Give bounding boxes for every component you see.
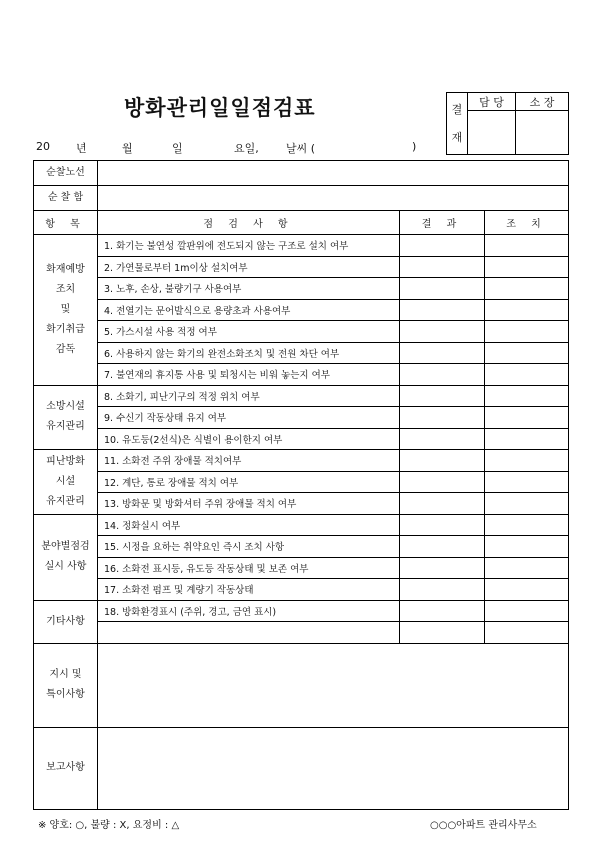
result-cell[interactable] <box>400 342 485 364</box>
report-label: 보고사항 <box>34 727 98 809</box>
check-item: 3. 노후, 손상, 불량기구 사용여부 <box>98 278 400 300</box>
action-cell[interactable] <box>485 256 569 278</box>
section-label-line: 화기취급 <box>46 323 85 335</box>
action-cell[interactable] <box>485 450 569 472</box>
check-item: 17. 소화전 펌프 및 계량기 작동상태 <box>98 579 400 601</box>
approval-label-bottom: 재 <box>451 130 463 144</box>
check-item: 12. 계단, 통로 장애물 적치 여부 <box>98 471 400 493</box>
action-cell[interactable] <box>485 321 569 343</box>
check-item: 9. 수신기 작동상태 유지 여부 <box>98 407 400 429</box>
check-item: 11. 소화전 주위 장애물 적치여부 <box>98 450 400 472</box>
page-title: 방화관리일일점검표 <box>124 96 316 120</box>
date-year: 년 <box>76 142 87 155</box>
result-cell[interactable] <box>400 278 485 300</box>
action-cell[interactable] <box>485 600 569 622</box>
section-label-line: 분야별점검 <box>41 541 90 552</box>
section-label-line: 기타사항 <box>46 615 85 627</box>
approval-label-top: 결 <box>451 102 463 116</box>
section-label-line: 특이사항 <box>46 689 85 700</box>
action-cell[interactable] <box>485 235 569 257</box>
check-item: 5. 가스시설 사용 적정 여부 <box>98 321 400 343</box>
date-weather-close: ) <box>412 140 417 153</box>
date-day: 일 <box>172 142 183 155</box>
result-cell[interactable] <box>400 428 485 450</box>
section-label-field-inspection <box>34 514 98 600</box>
action-cell[interactable] <box>485 471 569 493</box>
result-cell[interactable] <box>400 235 485 257</box>
check-item: 8. 소화기, 피난기구의 적정 위치 여부 <box>98 385 400 407</box>
check-item: 13. 방화문 및 방화셔터 주위 장애물 적치 여부 <box>98 493 400 515</box>
section-label-line: 화재예방 <box>46 263 85 275</box>
action-cell[interactable] <box>485 579 569 601</box>
result-cell[interactable] <box>400 536 485 558</box>
header-result: 결 과 <box>400 211 485 235</box>
section-label-line: 및 <box>60 303 71 315</box>
approval-sign-staff[interactable] <box>468 111 516 155</box>
section-label-line: 유지관리 <box>46 495 85 507</box>
header-check: 점 검 사 항 <box>98 211 400 235</box>
approval-sign-manager[interactable] <box>516 111 569 155</box>
legend: ※ 양호: ○, 불량 : X, 요정비 : △ <box>38 820 180 831</box>
action-cell[interactable] <box>485 514 569 536</box>
result-cell[interactable] <box>400 493 485 515</box>
date-year-prefix: 20 <box>36 140 50 153</box>
report-field[interactable] <box>98 727 569 809</box>
section-label-line: 지시 및 <box>49 669 82 680</box>
check-item: 2. 가연물로부터 1m이상 설치여부 <box>98 256 400 278</box>
instructions-field[interactable] <box>98 643 569 727</box>
check-item: 14. 정화실시 여부 <box>98 514 400 536</box>
inspection-table <box>33 160 569 810</box>
check-item: 15. 시정을 요하는 취약요인 즉시 조치 사항 <box>98 536 400 558</box>
action-cell[interactable] <box>485 385 569 407</box>
result-cell[interactable] <box>400 471 485 493</box>
check-item: 10. 유도등(2선식)은 식별이 용이한지 여부 <box>98 428 400 450</box>
action-cell[interactable] <box>485 364 569 386</box>
section-label-line: 조치 <box>55 283 76 295</box>
result-cell[interactable] <box>400 557 485 579</box>
header-item: 항 목 <box>34 211 98 235</box>
section-label-line: 실시 사항 <box>44 561 87 572</box>
result-cell[interactable] <box>400 450 485 472</box>
patroller-label: 순 찰 함 <box>34 186 98 211</box>
check-item: 16. 소화전 표시등, 유도등 작동상태 및 보존 여부 <box>98 557 400 579</box>
action-cell[interactable] <box>485 407 569 429</box>
check-item: 4. 전열기는 문어발식으로 용량초과 사용여부 <box>98 299 400 321</box>
action-cell[interactable] <box>485 428 569 450</box>
section-label-line: 피난방화 <box>46 455 85 467</box>
result-cell[interactable] <box>400 407 485 429</box>
patroller-field[interactable] <box>98 186 569 211</box>
section-label-line: 유지관리 <box>46 421 85 433</box>
result-cell[interactable] <box>400 385 485 407</box>
section-label-other <box>34 600 98 643</box>
action-cell[interactable] <box>485 536 569 558</box>
date-weather: 날씨 ( <box>286 142 316 155</box>
result-cell[interactable] <box>400 256 485 278</box>
result-cell[interactable] <box>400 600 485 622</box>
check-item-blank <box>98 622 400 644</box>
approval-role-manager: 소 장 <box>516 93 569 111</box>
section-label-evacuation <box>34 450 98 515</box>
date-month: 월 <box>122 142 133 155</box>
section-label-fire-facilities <box>34 385 98 450</box>
check-item: 18. 방화환경표시 (주위, 경고, 금연 표시) <box>98 600 400 622</box>
patrol-route-field[interactable] <box>98 161 569 186</box>
result-cell[interactable] <box>400 299 485 321</box>
date-weekday: 요일, <box>234 142 259 155</box>
result-cell[interactable] <box>400 364 485 386</box>
check-item: 7. 불연재의 휴지통 사용 및 퇴청시는 비워 놓는지 여부 <box>98 364 400 386</box>
action-cell[interactable] <box>485 278 569 300</box>
action-cell[interactable] <box>485 342 569 364</box>
section-label-fire-prevention <box>34 235 98 386</box>
section-label-line: 시설 <box>55 475 76 487</box>
result-cell[interactable] <box>400 579 485 601</box>
result-cell[interactable] <box>400 321 485 343</box>
section-label-line: 감독 <box>55 343 76 355</box>
action-cell[interactable] <box>485 493 569 515</box>
approval-box <box>446 92 569 155</box>
result-cell[interactable] <box>400 514 485 536</box>
section-label-line: 소방시설 <box>46 401 85 413</box>
action-cell[interactable] <box>485 557 569 579</box>
office-name: ○○○아파트 관리사무소 <box>430 820 537 831</box>
result-cell[interactable] <box>400 622 485 644</box>
patrol-route-label: 순찰노선 <box>34 161 98 186</box>
check-item: 1. 화기는 불연성 깔판위에 전도되지 않는 구조로 설치 여부 <box>98 235 400 257</box>
action-cell[interactable] <box>485 299 569 321</box>
instructions-label <box>34 643 98 727</box>
header-action: 조 치 <box>485 211 569 235</box>
check-item: 6. 사용하지 않는 화기의 완전소화조치 및 전원 차단 여부 <box>98 342 400 364</box>
action-cell[interactable] <box>485 622 569 644</box>
approval-role-staff: 담 당 <box>468 93 516 111</box>
